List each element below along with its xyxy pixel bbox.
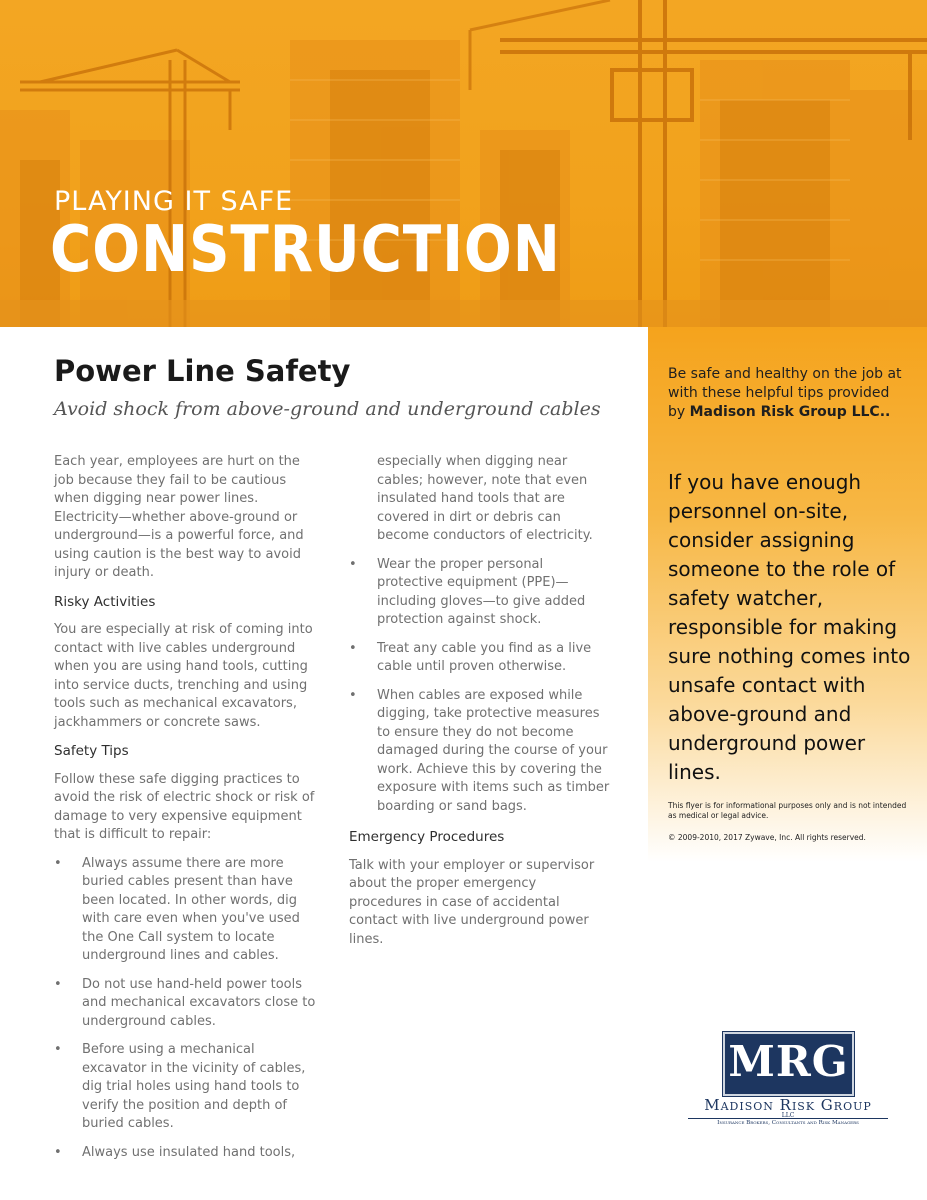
page-title: Power Line Safety (54, 354, 351, 388)
list-item: • Wear the proper personal protective equipment (PPE)—including gloves—to give added protection against shock. (349, 556, 586, 627)
copyright-text: © 2009-2010, 2017 Zywave, Inc. All rights reserved. (668, 833, 866, 842)
list-item: • Treat any cable you find as a live cable until proven otherwise. (349, 640, 592, 674)
safety-tips-heading: Safety Tips (54, 743, 129, 759)
bullet-icon: • (54, 855, 62, 871)
list-item: • Always use insulated hand tools, (54, 1144, 322, 1163)
list-item: • Always assume there are more buried cables present than have been located. In other words, dig with care even when you've used the One Call system to locate underground lines and cables. (54, 855, 300, 963)
bullet-icon: • (54, 1042, 62, 1057)
emergency-procedures-paragraph: Talk with your employer or supervisor about the proper emergency procedures in case of accidental contact with live underground power lines. (349, 857, 595, 947)
list-item: • When cables are exposed while digging, take protective measures to ensure they do not become damaged during the course of your work. Achieve this by covering the exposure with items such as timber boarding or sand bags. (349, 687, 610, 814)
bullet-icon: • (54, 1144, 62, 1160)
bullet-icon: • (54, 976, 62, 992)
bullet-icon: • (349, 640, 357, 656)
sidebar-intro: Be safe and healthy on the job at with these helpful tips provided by Madison Risk Group LLC.. (668, 366, 902, 420)
risky-activities-paragraph: You are especially at risk of coming into contact with live cables underground when you are using hand tools, cutting into service ducts, trenching and using tools such as mechanical excavators, jackhammers or concrete saws. (54, 622, 313, 730)
header-banner (0, 0, 927, 327)
content-column-right (349, 453, 611, 949)
list-item: • Do not use hand-held power tools and mechanical excavators close to underground cables. (54, 976, 316, 1029)
list-item: • Before using a mechanical excavator in the vicinity of cables, dig trial holes using hand tools to verify the position and depth of buried cables. (54, 1042, 306, 1131)
risky-activities-heading: Risky Activities (54, 593, 156, 610)
logo-badge (723, 1032, 854, 1096)
content-column-left (54, 453, 322, 1162)
company-logo (688, 1028, 888, 1128)
emergency-procedures-heading: Emergency Procedures (349, 829, 505, 845)
sidebar-callout: If you have enough personnel on-site, consider assigning someone to the role of safety watcher, responsible for making sure nothing comes into unsafe contact with above-ground and underground power lines. (668, 470, 911, 784)
logo-monogram: MRG (728, 1037, 849, 1086)
bullet-icon: • (349, 687, 357, 703)
logo-tagline: Insurance Brokers, Consultants and Risk Managers (688, 1118, 888, 1126)
page-subtitle: Avoid shock from above-ground and underground cables (54, 398, 601, 420)
safety-tips-intro: Follow these safe digging practices to avoid the risk of electric shock or risk of damage to very expensive equipment that is difficult to repair: (54, 771, 315, 842)
company-name: Madison Risk Group LLC.. (689, 404, 891, 420)
logo-llc: LLC (781, 1112, 795, 1119)
disclaimer-text: This flyer is for informational purposes only and is not intended as medical or legal advice. (668, 801, 907, 820)
bullet-icon: • (349, 556, 357, 572)
banner-title: CONSTRUCTION (50, 213, 561, 287)
intro-paragraph: Each year, employees are hurt on the job because they fail to be cautious when digging near power lines. Electricity—whether above-ground or underground—is a powerful force, and using caution is the best way to avoid injury or death. (54, 454, 304, 580)
sidebar-panel (648, 327, 927, 862)
logo-firm-name: Madison Risk Group (704, 1096, 872, 1114)
bullet-continuation: especially when digging near cables; however, note that even insulated hand tools that are covered in dirt or debris can become conductors of electricity. (377, 454, 593, 543)
banner-kicker: PLAYING IT SAFE (54, 186, 294, 217)
